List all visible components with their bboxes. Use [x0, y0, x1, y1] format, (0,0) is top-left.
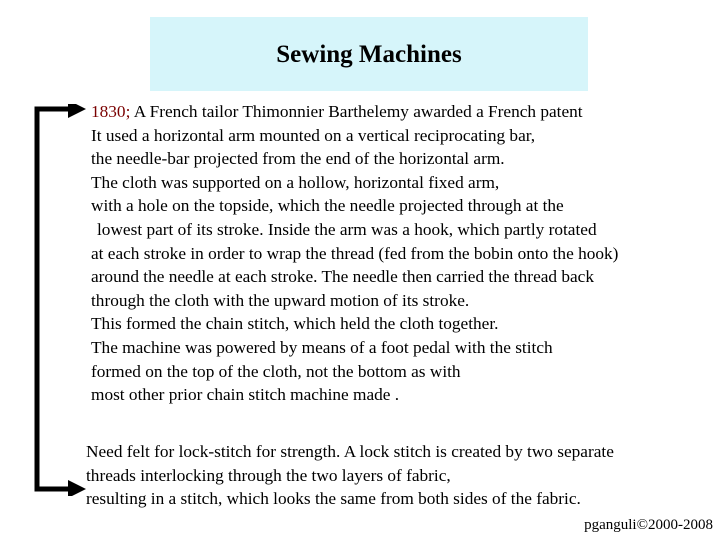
paragraph-line: Need felt for lock-stitch for strength. A lock stitch is created by two separate [86, 442, 614, 461]
paragraph-line: formed on the top of the cloth, not the bottom as with [91, 361, 461, 381]
paragraph-line: resulting in a stitch, which looks the same from both sides of the fabric. [86, 489, 581, 509]
paragraph-line: lowest part of its stroke. Inside the arm was a hook, which partly rotated [97, 219, 597, 239]
paragraph-line: most other prior chain stitch machine made . [91, 385, 400, 405]
copyright-footer: pganguli©2000-2008 [584, 517, 713, 533]
paragraph-line: The machine was powered by means of a foot pedal with the stitch [91, 337, 553, 357]
paragraph-line: It used a horizontal arm mounted on a vertical reciprocating bar, [91, 125, 536, 145]
paragraph-line: the needle-bar projected from the end of the horizontal arm. [91, 149, 505, 169]
paragraph-line: threads interlocking through the two layers of fabric, [86, 465, 451, 485]
slide-title: Sewing Machines [276, 40, 462, 68]
connector-bracket [26, 104, 88, 496]
title-box [150, 17, 588, 91]
first-line-text: A French tailor Thimonnier Barthelemy awarded a French patent [130, 102, 583, 121]
bracket-arrow-top [68, 104, 86, 118]
paragraph-line: at each stroke in order to wrap the thread (fed from the bobin onto the hook) [91, 243, 619, 263]
year-label: 1830; [91, 102, 131, 121]
bracket-line [37, 109, 70, 489]
paragraph-line: with a hole on the topside, which the needle projected through at the [91, 196, 564, 216]
paragraph-line: This formed the chain stitch, which held the cloth together. [91, 314, 499, 334]
paragraph-thimonnier [91, 100, 716, 407]
paragraph-line: through the cloth with the upward motion of its stroke. [91, 290, 470, 310]
paragraph-lock-stitch [86, 440, 716, 511]
bracket-arrow-bottom [68, 480, 86, 496]
paragraph-line-first [91, 100, 716, 124]
paragraph-line: around the needle at each stroke. The needle then carried the thread back [91, 267, 594, 287]
paragraph-line: The cloth was supported on a hollow, horizontal fixed arm, [91, 172, 500, 192]
